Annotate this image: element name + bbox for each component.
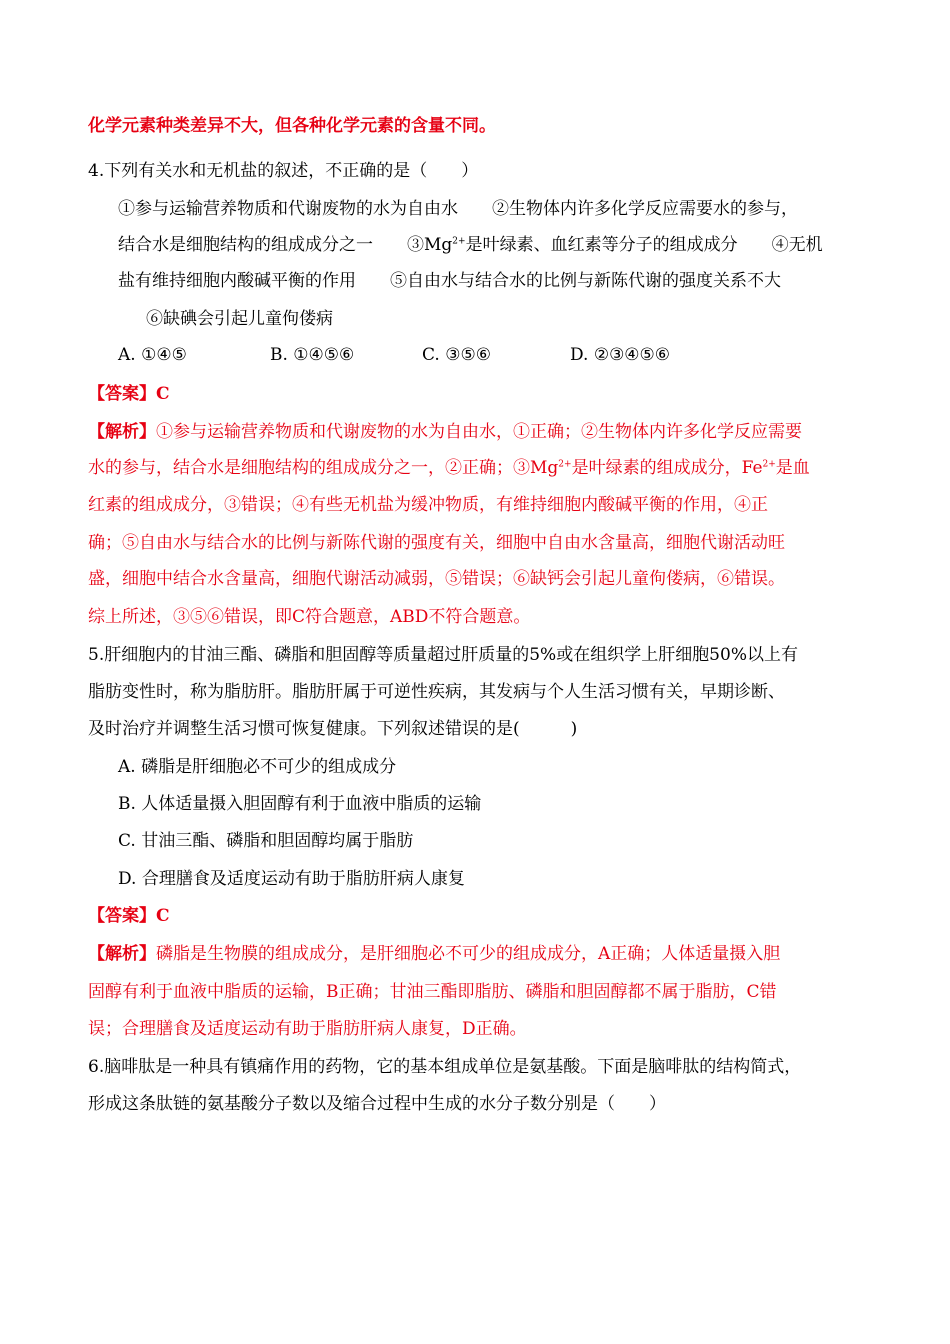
q5-stem-line3: 及时治疗并调整生活习惯可恢复健康。下列叙述错误的是( ) — [88, 719, 578, 739]
q4-items-line1: ①参与运输营养物质和代谢废物的水为自由水 ②生物体内许多化学反应需要水的参与， — [118, 199, 798, 219]
q4-analysis-line5: 盛，细胞中结合水含量高，细胞代谢活动减弱，⑤错误；⑥缺钙会引起儿童佝偻病，⑥错误。 — [88, 569, 785, 589]
q5-analysis-line2: 固醇有利于血液中脂质的运输，B正确；甘油三酯即脂肪、磷脂和胆固醇都不属于脂肪，C错 — [88, 982, 777, 1002]
q4-items-line2: 结合水是细胞结构的组成成分之一 $③Mg^{2+}$是叶绿素、血红素等分子的组成成分 ④无机 — [118, 235, 823, 255]
q4-option-b: B. ①④⑤⑥ — [270, 345, 355, 365]
q4-answer: 【答案】C — [88, 384, 170, 404]
q4-option-d: D. ②③④⑤⑥ — [570, 345, 671, 365]
q4-option-c: C. ③⑤⑥ — [422, 345, 491, 365]
q5-stem-line1: 5.肝细胞内的甘油三酯、磷脂和胆固醇等质量超过肝质量的5%或在组织学上肝细胞50%以上有 — [88, 645, 798, 665]
q4-analysis-line2: 水的参与，结合水是细胞结构的组成成分之一，②正确；$③Mg^{2+}$是叶绿素的组成成分，$Fe^{2+}$是血 — [88, 458, 810, 478]
q5-option-a: A. 磷脂是肝细胞必不可少的组成成分 — [118, 757, 397, 777]
q4-items-line4: ⑥缺碘会引起儿童佝偻病 — [146, 309, 333, 329]
q4-analysis-line4: 确；⑤自由水与结合水的比例与新陈代谢的强度有关，细胞中自由水含量高，细胞代谢活动旺 — [88, 533, 785, 553]
q5-stem-line2: 脂肪变性时，称为脂肪肝。脂肪肝属于可逆性疾病，其发病与个人生活习惯有关，早期诊断、 — [88, 682, 785, 702]
q4-items-line3: 盐有维持细胞内酸碱平衡的作用 ⑤自由水与结合水的比例与新陈代谢的强度关系不大 — [118, 271, 781, 291]
q4-analysis-line1: 【解析】①参与运输营养物质和代谢废物的水为自由水，①正确；②生物体内许多化学反应需要 — [88, 422, 802, 442]
q4-stem: 4.下列有关水和无机盐的叙述，不正确的是（ ） — [88, 161, 479, 181]
q5-option-d: D. 合理膳食及适度运动有助于脂肪肝病人康复 — [118, 869, 465, 889]
q4-analysis-line3: 红素的组成成分，③错误；④有些无机盐为缓冲物质，有维持细胞内酸碱平衡的作用，④正 — [88, 495, 768, 515]
q4-option-a: A. ①④⑤ — [118, 345, 187, 365]
q4-analysis-line6: 综上所述，③⑤⑥错误，即C符合题意，ABD不符合题意。 — [88, 607, 531, 627]
q6-stem-line1: 6.脑啡肽是一种具有镇痛作用的药物，它的基本组成单位是氨基酸。下面是脑啡肽的结构简式， — [88, 1057, 802, 1077]
q5-analysis-line1: 【解析】磷脂是生物膜的组成成分，是肝细胞必不可少的组成成分，A正确；人体适量摄入胆 — [88, 944, 781, 964]
carryover-text: 化学元素种类差异不大，但各种化学元素的含量不同。 — [88, 116, 496, 136]
q6-stem-line2: 形成这条肽链的氨基酸分子数以及缩合过程中生成的水分子数分别是（ ） — [88, 1094, 666, 1114]
q5-answer: 【答案】C — [88, 906, 170, 926]
q5-option-b: B. 人体适量摄入胆固醇有利于血液中脂质的运输 — [118, 794, 482, 814]
q5-option-c: C. 甘油三酯、磷脂和胆固醇均属于脂肪 — [118, 831, 414, 851]
q5-analysis-line3: 误；合理膳食及适度运动有助于脂肪肝病人康复，D正确。 — [88, 1019, 527, 1039]
